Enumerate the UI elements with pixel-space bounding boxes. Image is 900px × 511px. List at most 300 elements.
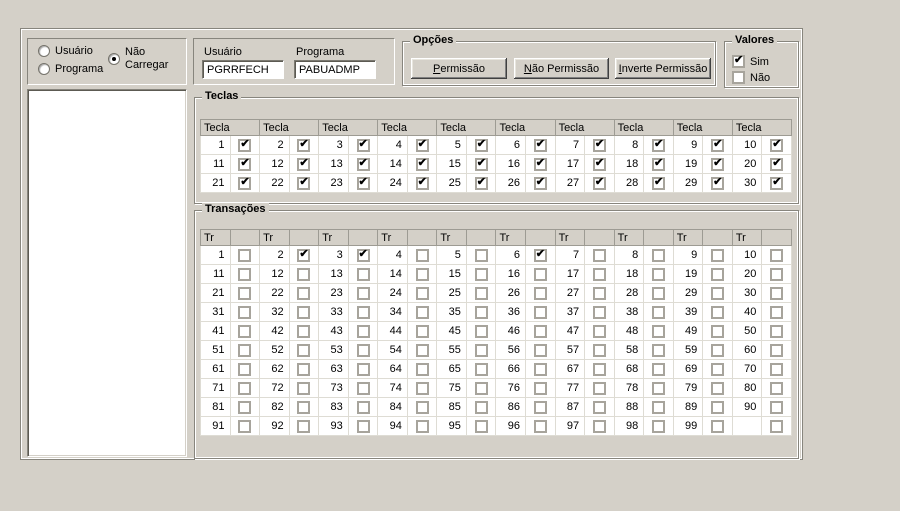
tr-checkbox[interactable] <box>357 325 370 338</box>
tr-checkbox[interactable] <box>770 306 783 319</box>
tr-number-cell: 33 <box>319 303 349 322</box>
tecla-checkbox[interactable] <box>238 158 251 171</box>
tr-checkbox[interactable] <box>534 420 547 433</box>
tr-checkbox-cell <box>585 265 615 284</box>
permissao-button[interactable]: Permissão <box>411 58 507 79</box>
tecla-checkbox[interactable] <box>357 158 370 171</box>
tr-number-cell: 59 <box>673 341 703 360</box>
tr-checkbox[interactable] <box>297 363 310 376</box>
tr-checkbox[interactable] <box>416 344 429 357</box>
tr-checkbox-cell <box>289 341 319 360</box>
tr-number-cell: 77 <box>555 379 585 398</box>
tr-checkbox[interactable] <box>416 363 429 376</box>
tr-checkbox[interactable] <box>475 306 488 319</box>
tr-checkbox[interactable] <box>593 363 606 376</box>
tr-number-cell: 81 <box>201 398 231 417</box>
tecla-checkbox[interactable] <box>475 139 488 152</box>
tr-checkbox[interactable] <box>534 268 547 281</box>
tecla-number-cell: 1 <box>201 136 231 155</box>
tr-checkbox[interactable] <box>297 268 310 281</box>
tr-number-cell: 7 <box>555 246 585 265</box>
tr-checkbox-cell <box>230 265 260 284</box>
tr-checkbox[interactable] <box>534 401 547 414</box>
tecla-checkbox-cell <box>526 136 556 155</box>
tr-checkbox[interactable] <box>652 249 665 262</box>
tecla-checkbox[interactable] <box>593 139 606 152</box>
tr-checkbox-cell <box>466 417 496 436</box>
tr-checkbox-cell <box>703 379 733 398</box>
tr-checkbox[interactable] <box>593 268 606 281</box>
tecla-number-cell: 8 <box>614 136 644 155</box>
tr-number-cell: 26 <box>496 284 526 303</box>
tr-checkbox[interactable] <box>357 268 370 281</box>
tr-checkbox[interactable] <box>238 249 251 262</box>
tr-checkbox[interactable] <box>416 306 429 319</box>
tr-checkbox[interactable] <box>475 420 488 433</box>
programa-radio[interactable] <box>38 63 103 75</box>
tr-checkbox[interactable] <box>711 344 724 357</box>
tr-checkbox-cell <box>644 322 674 341</box>
tr-checkbox[interactable] <box>593 249 606 262</box>
transacoes-row <box>201 341 792 360</box>
tr-number-cell: 32 <box>260 303 290 322</box>
tr-checkbox[interactable] <box>297 344 310 357</box>
transacoes-row <box>201 360 792 379</box>
tr-number-cell: 9 <box>673 246 703 265</box>
tr-checkbox[interactable] <box>534 344 547 357</box>
tr-checkbox[interactable] <box>416 325 429 338</box>
tr-checkbox-cell <box>348 417 378 436</box>
teclas-row <box>201 174 792 193</box>
tr-column-header: Tr <box>260 230 290 246</box>
tr-checkbox[interactable] <box>475 268 488 281</box>
tr-number-cell: 80 <box>732 379 762 398</box>
tr-column-header: Tr <box>614 230 644 246</box>
tecla-checkbox-cell <box>466 136 496 155</box>
tecla-checkbox[interactable] <box>770 158 783 171</box>
tr-column-header: Tr <box>319 230 349 246</box>
tr-checkbox[interactable] <box>475 344 488 357</box>
tr-number-cell: 65 <box>437 360 467 379</box>
tr-checkbox[interactable] <box>593 325 606 338</box>
transacoes-row <box>201 246 792 265</box>
tecla-number-cell: 9 <box>673 136 703 155</box>
tr-checkbox[interactable] <box>416 249 429 262</box>
tecla-number-cell: 12 <box>260 155 290 174</box>
tr-checkbox-cell <box>526 398 556 417</box>
tr-checkbox[interactable] <box>238 268 251 281</box>
tr-checkbox[interactable] <box>652 363 665 376</box>
tr-checkbox-cell <box>230 417 260 436</box>
tecla-column-header: Tecla <box>319 120 378 136</box>
tr-checkbox[interactable] <box>238 420 251 433</box>
tr-checkbox-cell <box>230 398 260 417</box>
tr-checkbox[interactable] <box>593 401 606 414</box>
programa-input[interactable] <box>294 60 376 79</box>
tecla-checkbox[interactable] <box>534 139 547 152</box>
tecla-checkbox[interactable] <box>238 177 251 190</box>
tr-number-cell: 86 <box>496 398 526 417</box>
tr-checkbox-cell <box>703 417 733 436</box>
tecla-checkbox[interactable] <box>475 177 488 190</box>
tr-checkbox-cell <box>644 379 674 398</box>
tr-checkbox[interactable] <box>711 401 724 414</box>
tr-number-cell: 70 <box>732 360 762 379</box>
tecla-checkbox[interactable] <box>593 158 606 171</box>
tr-checkbox-cell <box>466 303 496 322</box>
tr-checkbox[interactable] <box>238 306 251 319</box>
tr-checkbox-column-header <box>407 230 437 246</box>
tr-checkbox-cell <box>703 303 733 322</box>
tr-checkbox[interactable] <box>238 287 251 300</box>
tecla-checkbox-cell <box>526 174 556 193</box>
tr-checkbox-cell <box>703 341 733 360</box>
tr-checkbox[interactable] <box>593 382 606 395</box>
tr-number-cell: 79 <box>673 379 703 398</box>
tr-checkbox-column-header <box>230 230 260 246</box>
tr-checkbox[interactable] <box>416 401 429 414</box>
tr-checkbox[interactable] <box>238 344 251 357</box>
tr-checkbox[interactable] <box>534 325 547 338</box>
programa-field-label: Programa <box>296 46 345 58</box>
tr-checkbox[interactable] <box>238 363 251 376</box>
tr-checkbox[interactable] <box>297 306 310 319</box>
tr-checkbox[interactable] <box>711 268 724 281</box>
tr-number-cell: 27 <box>555 284 585 303</box>
tr-checkbox-cell <box>348 303 378 322</box>
tr-checkbox-cell <box>526 246 556 265</box>
tr-checkbox[interactable] <box>297 382 310 395</box>
tr-checkbox[interactable] <box>652 382 665 395</box>
tr-checkbox-cell <box>585 398 615 417</box>
tr-checkbox[interactable] <box>770 325 783 338</box>
tr-checkbox[interactable] <box>475 249 488 262</box>
tecla-checkbox[interactable] <box>770 177 783 190</box>
tecla-number-cell: 16 <box>496 155 526 174</box>
tr-checkbox[interactable] <box>534 249 547 262</box>
tr-checkbox-cell <box>289 246 319 265</box>
tecla-column-header: Tecla <box>496 120 555 136</box>
transacoes-row <box>201 417 792 436</box>
tecla-column-header: Tecla <box>378 120 437 136</box>
tr-checkbox[interactable] <box>534 382 547 395</box>
tr-checkbox[interactable] <box>770 249 783 262</box>
programa-radio-label: Programa <box>55 63 104 75</box>
tr-number-cell: 39 <box>673 303 703 322</box>
tr-column-header: Tr <box>378 230 408 246</box>
tr-number-cell: 89 <box>673 398 703 417</box>
tr-checkbox-cell <box>407 284 437 303</box>
tecla-number-cell: 15 <box>437 155 467 174</box>
tr-number-cell: 42 <box>260 322 290 341</box>
nao-permissao-button[interactable]: Não Permissão <box>514 58 609 79</box>
tr-checkbox[interactable] <box>357 249 370 262</box>
tr-checkbox[interactable] <box>652 268 665 281</box>
tecla-checkbox-cell <box>230 155 260 174</box>
nao-carregar-radio[interactable] <box>108 46 182 72</box>
tr-checkbox-cell <box>466 284 496 303</box>
tecla-column-header: Tecla <box>673 120 732 136</box>
tr-number-cell: 50 <box>732 322 762 341</box>
tr-checkbox[interactable] <box>770 401 783 414</box>
tr-number-cell: 48 <box>614 322 644 341</box>
tr-number-cell: 12 <box>260 265 290 284</box>
tr-checkbox[interactable] <box>711 325 724 338</box>
tr-checkbox[interactable] <box>652 401 665 414</box>
tecla-column-header: Tecla <box>732 120 791 136</box>
tr-checkbox[interactable] <box>593 306 606 319</box>
tr-number-cell: 88 <box>614 398 644 417</box>
tecla-checkbox[interactable] <box>652 139 665 152</box>
tecla-column-header: Tecla <box>260 120 319 136</box>
tr-number-cell: 13 <box>319 265 349 284</box>
transacoes-row <box>201 284 792 303</box>
tr-checkbox[interactable] <box>357 306 370 319</box>
tr-checkbox-cell <box>644 341 674 360</box>
tr-checkbox-cell <box>526 379 556 398</box>
tr-checkbox[interactable] <box>593 287 606 300</box>
tecla-checkbox[interactable] <box>534 177 547 190</box>
tecla-checkbox[interactable] <box>711 158 724 171</box>
tecla-number-cell: 30 <box>732 174 762 193</box>
tr-checkbox[interactable] <box>416 382 429 395</box>
tecla-number-cell: 22 <box>260 174 290 193</box>
sim-checkbox[interactable] <box>732 55 745 68</box>
tr-checkbox-cell <box>585 303 615 322</box>
tr-checkbox-cell <box>230 303 260 322</box>
tr-checkbox[interactable] <box>238 325 251 338</box>
tr-number-cell: 23 <box>319 284 349 303</box>
tecla-checkbox[interactable] <box>652 158 665 171</box>
tr-checkbox-cell <box>585 246 615 265</box>
tr-number-cell: 17 <box>555 265 585 284</box>
tr-checkbox[interactable] <box>357 420 370 433</box>
tr-checkbox[interactable] <box>711 363 724 376</box>
tecla-checkbox[interactable] <box>297 158 310 171</box>
tr-number-cell: 29 <box>673 284 703 303</box>
usuario-input[interactable] <box>202 60 284 79</box>
tecla-checkbox[interactable] <box>416 177 429 190</box>
tr-number-cell: 74 <box>378 379 408 398</box>
tr-checkbox-cell <box>585 341 615 360</box>
usuario-radio[interactable] <box>38 45 93 57</box>
tr-checkbox[interactable] <box>711 249 724 262</box>
tr-checkbox-cell <box>703 246 733 265</box>
tr-checkbox[interactable] <box>534 306 547 319</box>
tr-checkbox[interactable] <box>416 268 429 281</box>
tr-number-cell: 78 <box>614 379 644 398</box>
tecla-checkbox[interactable] <box>770 139 783 152</box>
tr-checkbox[interactable] <box>357 401 370 414</box>
tr-checkbox[interactable] <box>770 268 783 281</box>
tecla-number-cell: 18 <box>614 155 644 174</box>
tecla-checkbox[interactable] <box>297 177 310 190</box>
tr-checkbox[interactable] <box>711 382 724 395</box>
tr-number-cell: 5 <box>437 246 467 265</box>
tr-number-cell: 90 <box>732 398 762 417</box>
tr-checkbox-cell <box>762 246 792 265</box>
tr-checkbox[interactable] <box>297 401 310 414</box>
tr-checkbox[interactable] <box>652 287 665 300</box>
tecla-checkbox-cell <box>407 174 437 193</box>
tr-checkbox[interactable] <box>652 306 665 319</box>
tr-checkbox-cell <box>466 322 496 341</box>
tr-checkbox-cell <box>762 417 792 436</box>
tr-checkbox[interactable] <box>357 344 370 357</box>
tr-checkbox[interactable] <box>238 401 251 414</box>
tecla-checkbox[interactable] <box>534 158 547 171</box>
nao-checkbox-row[interactable] <box>732 71 770 84</box>
tr-number-cell: 83 <box>319 398 349 417</box>
tr-number-cell: 34 <box>378 303 408 322</box>
tecla-checkbox[interactable] <box>652 177 665 190</box>
tr-checkbox[interactable] <box>475 363 488 376</box>
tr-number-cell: 24 <box>378 284 408 303</box>
tr-checkbox-cell <box>348 284 378 303</box>
tr-checkbox[interactable] <box>770 344 783 357</box>
usuario-field-label: Usuário <box>204 46 242 58</box>
tr-checkbox-cell <box>407 360 437 379</box>
tr-checkbox[interactable] <box>297 325 310 338</box>
tecla-number-cell: 20 <box>732 155 762 174</box>
tr-checkbox-cell <box>348 398 378 417</box>
tecla-checkbox[interactable] <box>711 139 724 152</box>
tr-checkbox-cell <box>526 265 556 284</box>
tr-checkbox-cell <box>762 360 792 379</box>
tecla-checkbox[interactable] <box>416 158 429 171</box>
tecla-checkbox[interactable] <box>357 177 370 190</box>
tr-number-cell: 51 <box>201 341 231 360</box>
tr-checkbox[interactable] <box>416 287 429 300</box>
transacoes-row <box>201 398 792 417</box>
tr-checkbox-cell <box>466 265 496 284</box>
transacoes-row <box>201 303 792 322</box>
tr-checkbox[interactable] <box>297 287 310 300</box>
tr-checkbox[interactable] <box>652 420 665 433</box>
inverte-permissao-button[interactable]: Inverte Permissão <box>615 58 711 79</box>
tr-checkbox[interactable] <box>593 420 606 433</box>
transacoes-row <box>201 265 792 284</box>
tr-checkbox[interactable] <box>238 382 251 395</box>
tr-checkbox-column-header <box>466 230 496 246</box>
tr-number-cell: 73 <box>319 379 349 398</box>
tecla-checkbox[interactable] <box>711 177 724 190</box>
tr-checkbox-cell <box>585 284 615 303</box>
tr-checkbox[interactable] <box>711 420 724 433</box>
tr-checkbox[interactable] <box>297 420 310 433</box>
tecla-number-cell: 28 <box>614 174 644 193</box>
tecla-number-cell: 10 <box>732 136 762 155</box>
main-panel <box>20 28 803 460</box>
tr-checkbox[interactable] <box>357 382 370 395</box>
tr-checkbox[interactable] <box>593 344 606 357</box>
tecla-number-cell: 4 <box>378 136 408 155</box>
tr-number-cell: 99 <box>673 417 703 436</box>
tr-checkbox[interactable] <box>357 287 370 300</box>
tr-number-cell: 4 <box>378 246 408 265</box>
tr-number-cell: 71 <box>201 379 231 398</box>
tr-number-cell: 44 <box>378 322 408 341</box>
tr-checkbox-cell <box>644 284 674 303</box>
tr-checkbox-cell <box>762 322 792 341</box>
tr-checkbox-cell <box>230 379 260 398</box>
tr-checkbox[interactable] <box>711 287 724 300</box>
tr-checkbox-cell <box>703 322 733 341</box>
tecla-checkbox-cell <box>644 136 674 155</box>
tr-number-cell: 52 <box>260 341 290 360</box>
tr-number-cell: 36 <box>496 303 526 322</box>
tecla-checkbox-cell <box>703 136 733 155</box>
tecla-number-cell: 13 <box>319 155 349 174</box>
tecla-checkbox[interactable] <box>357 139 370 152</box>
tr-checkbox-cell <box>466 360 496 379</box>
tr-checkbox-cell <box>762 398 792 417</box>
tr-checkbox[interactable] <box>770 420 783 433</box>
tecla-checkbox[interactable] <box>593 177 606 190</box>
tr-checkbox-cell <box>762 379 792 398</box>
tr-checkbox[interactable] <box>475 287 488 300</box>
tr-checkbox[interactable] <box>475 401 488 414</box>
tr-checkbox[interactable] <box>770 287 783 300</box>
tr-checkbox[interactable] <box>534 363 547 376</box>
tecla-checkbox-cell <box>703 174 733 193</box>
tecla-checkbox-cell <box>585 155 615 174</box>
tecla-checkbox[interactable] <box>416 139 429 152</box>
tr-checkbox-cell <box>348 379 378 398</box>
tr-checkbox-cell <box>703 360 733 379</box>
tr-number-cell: 85 <box>437 398 467 417</box>
sim-checkbox-row[interactable] <box>732 55 769 68</box>
tr-number-cell: 84 <box>378 398 408 417</box>
tr-checkbox[interactable] <box>416 420 429 433</box>
tecla-number-cell: 11 <box>201 155 231 174</box>
tr-checkbox-cell <box>289 265 319 284</box>
tr-number-cell: 91 <box>201 417 231 436</box>
tr-number-cell: 92 <box>260 417 290 436</box>
tecla-checkbox-cell <box>466 174 496 193</box>
tr-checkbox[interactable] <box>475 325 488 338</box>
tecla-checkbox-cell <box>585 136 615 155</box>
tr-number-cell: 95 <box>437 417 467 436</box>
nao-checkbox[interactable] <box>732 71 745 84</box>
tr-checkbox[interactable] <box>297 249 310 262</box>
tr-checkbox[interactable] <box>475 382 488 395</box>
tr-checkbox-column-header <box>644 230 674 246</box>
tr-checkbox-cell <box>407 379 437 398</box>
tr-checkbox[interactable] <box>534 287 547 300</box>
tr-number-cell: 54 <box>378 341 408 360</box>
items-listbox[interactable] <box>27 89 187 457</box>
tecla-column-header: Tecla <box>201 120 260 136</box>
tr-checkbox[interactable] <box>770 363 783 376</box>
tr-checkbox[interactable] <box>652 325 665 338</box>
tr-number-cell: 98 <box>614 417 644 436</box>
tecla-checkbox[interactable] <box>238 139 251 152</box>
tecla-checkbox[interactable] <box>475 158 488 171</box>
tr-column-header: Tr <box>201 230 231 246</box>
tr-number-cell: 69 <box>673 360 703 379</box>
tr-checkbox-cell <box>526 417 556 436</box>
tr-checkbox[interactable] <box>357 363 370 376</box>
tecla-checkbox[interactable] <box>297 139 310 152</box>
tr-checkbox[interactable] <box>711 306 724 319</box>
tr-checkbox-cell <box>526 322 556 341</box>
tr-checkbox-cell <box>348 341 378 360</box>
tr-checkbox[interactable] <box>770 382 783 395</box>
teclas-row <box>201 155 792 174</box>
tr-checkbox-cell <box>703 265 733 284</box>
tr-checkbox[interactable] <box>652 344 665 357</box>
